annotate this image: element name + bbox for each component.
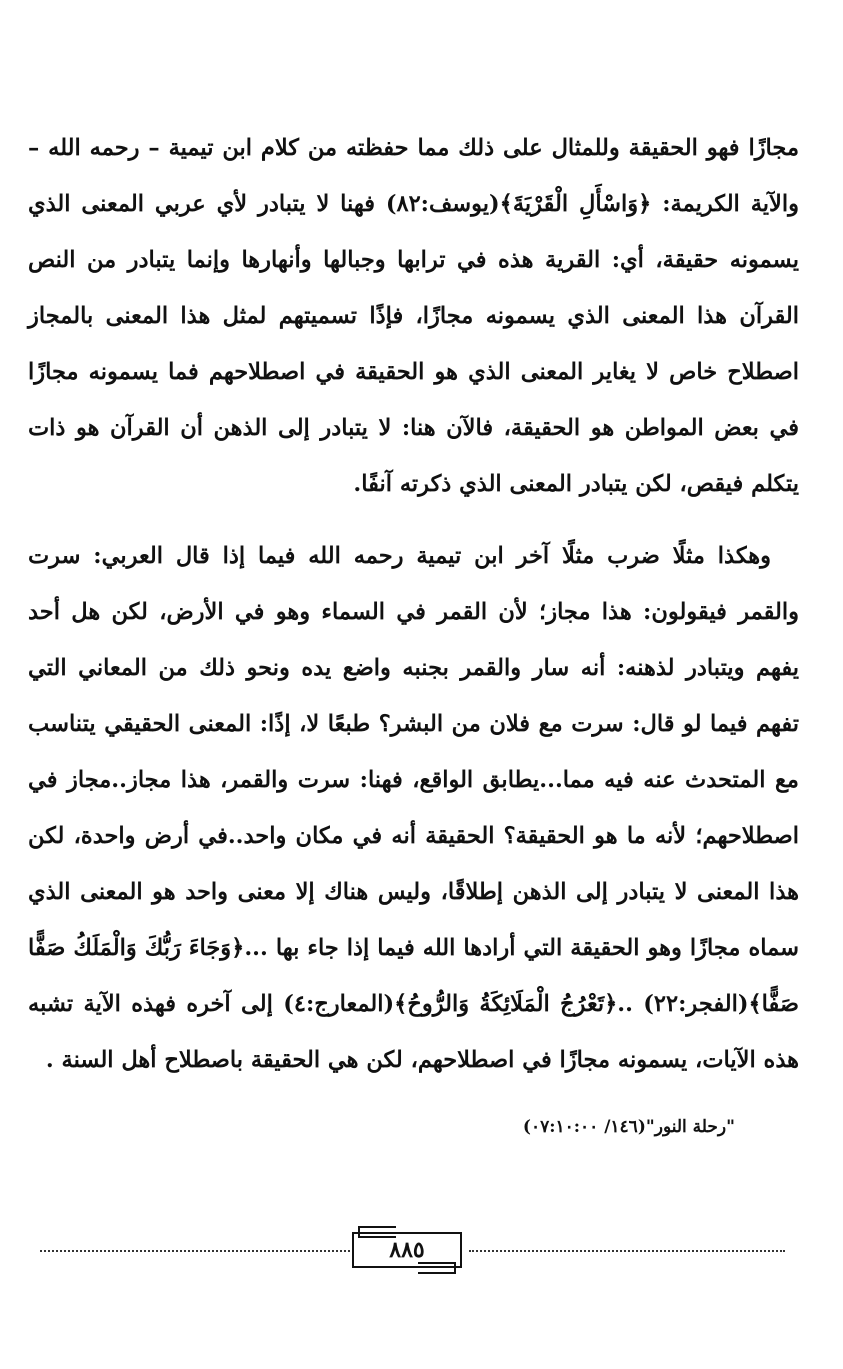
paragraph-1: مجازًا فهو الحقيقة وللمثال على ذلك مما حفظته من كلام ابن تيمية – رحمه الله – والآية الكريمة: ﴿وَاسْأَلِ الْقَرْيَةَ﴾(يوسف:٨٢) فهنا لا يتبادر لأي عربي المعنى الذي يسمونه حقيقة، أي: القرية هذه في ترابها وجبالها وأنهارها وإنما يتبادر من النص القرآن هذا المعنى الذي يسمونه مجازًا، فإذًا تسميتهم لمثل هذا المعنى بالمجاز اصطلاح خاص لا يغاير المعنى الذي هو الحقيقة في اصطلاحهم فما يسمونه مجازًا في بعض المواطن هو الحقيقة، فالآن هنا: لا يتبادر إلى الذهن أن القرآن هو ذات يتكلم فيقص، لكن يتبادر المعنى الذي ذكرته آنفًا. [28,135,799,497]
paragraph-2: وهكذا مثلًا ضرب مثلًا آخر ابن تيمية رحمه الله فيما إذا قال العربي: سرت والقمر فيقولون: هذا مجاز؛ لأن القمر في السماء وهو في الأرض، لكن هل أحد يفهم ويتبادر لذهنه: أنه سار والقمر بجنبه واضع يده ونحو ذلك من المعاني التي تفهم فيما لو قال: سرت مع فلان من البشر؟ طبعًا لا، إذًا: المعنى الحقيقي يتناسب مع المتحدث عنه فيه مما...يطابق الواقع، فهنا: سرت والقمر، هذا مجاز..مجاز في اصطلاحهم؛ لأنه ما هو الحقيقة؟ الحقيقة أنه في مكان واحد..في أرض واحدة، لكن هذا المعنى لا يتبادر إلى الذهن إطلاقًا، وليس هناك إلا معنى واحد هو المعنى الذي سماه مجازًا وهو الحقيقة التي أرادها الله فيما إذا جاء بها ...﴿وَجَاءَ رَبُّكَ وَالْمَلَكُ صَفًّا صَفًّا﴾(الفجر:٢٢) ..﴿تَعْرُجُ الْمَلَائِكَةُ وَالرُّوحُ﴾(المعارج:٤) إلى آخره فهذه الآية تشبه هذه الآيات، يسمونه مجازًا في اصطلاحهم، لكن هي الحقيقة باصطلاح أهل السنة . [28,543,799,1073]
footer-dotted-rule-left [40,1250,350,1252]
page-number: ٨٨٥ [389,1237,425,1263]
page-number-ornament [352,1232,462,1268]
page-body [28,120,799,1088]
source-citation: "رحلة النور"(١٤٦/ ٠٧:١٠:٠٠) [522,1117,735,1137]
footer-dotted-rule-right [469,1250,785,1252]
page-footer [40,1228,785,1274]
